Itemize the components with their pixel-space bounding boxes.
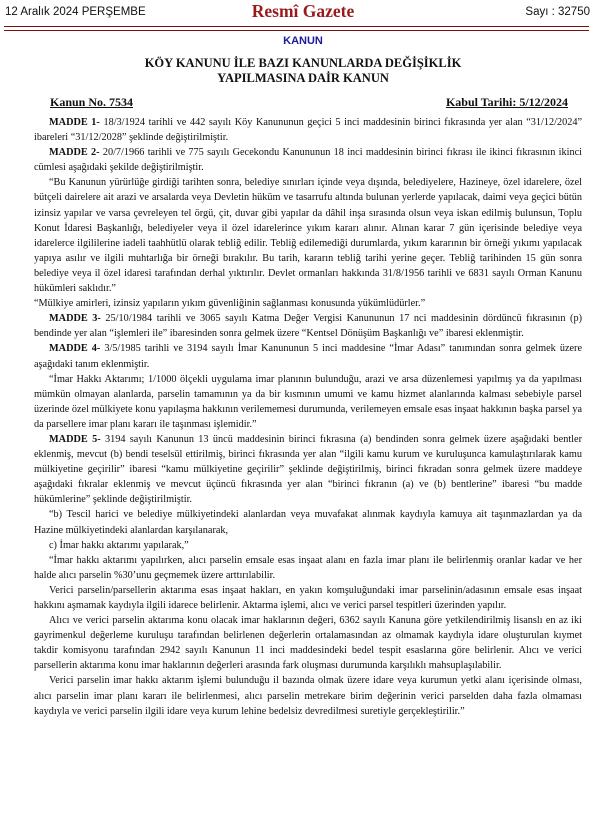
article-label: MADDE 2- — [49, 147, 100, 159]
paragraph-text: “İmar hakkı aktarımı yapılırken, alıcı parselin emsale esas inşaat alanı en fazla imar planı ile belirlenmiş oranlar kadar ve her halde alıcı parselin %30’unu geçmemek üzere arttırılabilir. — [34, 554, 582, 581]
gazette-title: Resmî Gazete — [251, 1, 355, 21]
paragraph-text: 25/10/1984 tarihli ve 3065 sayılı Katma Değer Vergisi Kanununun 17 nci maddesinin dördüncü fıkrasının (p) bendinde yer alan “işlemleri ile” ibaresinden sonra gelmek üzere “Kentsel Dönüşüm Başkanlığı ve” ibaresi eklenmiştir. — [34, 313, 582, 340]
law-paragraph — [34, 553, 582, 583]
law-paragraph — [34, 341, 582, 371]
paragraph-text: Alıcı ve verici parselin aktarıma konu olacak imar haklarının değeri, 6362 sayılı Kanuna göre yetkilendirilmiş lisanslı en az iki gayrimenkul değerleme kuruluşu tarafından belirlenen değerlerin ortalamasından az olmamak kaydıyla idare oluşturulan kıymet takdir komisyonu tarafından 2942 sayılı Kanunun 11 inci maddesindeki bedel tespit esaslarına göre belirlenir. Alıcı ve verici parsellerin aktarıma konu imar haklarının değerleri arasında fark oluşması durumunda karşılıklı mahsuplaşılabilir. — [34, 615, 582, 672]
law-paragraph — [34, 145, 582, 175]
issue-number: Sayı : 32750 — [525, 6, 590, 18]
paragraph-text: 20/7/1966 tarihli ve 775 sayılı Gecekondu Kanununun 18 inci maddesinin birinci fıkrası ile ikinci fıkrasının ikinci cümlesi aşağıdaki şekilde değiştirilmiştir. — [34, 147, 582, 174]
law-paragraph — [34, 115, 582, 145]
law-paragraph — [34, 538, 582, 553]
article-label: MADDE 4- — [49, 343, 101, 355]
law-title — [0, 56, 606, 86]
law-body — [34, 115, 582, 719]
paragraph-text: “Bu Kanunun yürürlüğe girdiği tarihten sonra, belediye sınırları içinde veya dışında, belediyelere, Hazineye, özel idarelere, özel bütçeli dairelere ait arazi ve arsalarda veya Devletin hüküm ve tasarrufu altında bulunan yerlerde yapılacak, daimi veya geçici bütün izinsiz yapılar ve varsa çevreleyen tel örgü, çit, duvar gibi yapılar da dâhil inşa sırasında olsun veya iskan edilmiş bulunsun, Toplu Konut İdaresi Başkanlığı, belediyeler veya il özel idarelerince yıkım kararı alınır. Alınan karar 7 gün içerisinde belediye veya idarelerce ilgililerine iadeli taahhütlü olarak tebliğ edilir. Tebliğ edilemediği durumlarda, yıkım kararının bir örneği yıkımı yapılacak yapıya asılır ve ilgili muhtarlığa bir örneği bırakılır. Bu tarih, kararın tebliğ tarihi yerine geçer. Tebliğ tarihinden 15 gün sonra belediye veya il özel idaresi tarafından derhal yıktırılır. Devlet ormanları hakkında 31/8/1956 tarihli ve 6831 sayılı Orman Kanunu hükümleri saklıdır.” — [34, 177, 582, 295]
paragraph-text: 3194 sayılı Kanunun 13 üncü maddesinin birinci fıkrasına (a) bendinden sonra gelmek üzere aşağıdaki bentler eklenmiş, mevcut (b) bendi teselsül ettirilmiş, birinci fıkrasında yer alan “ilgili kamu kurum ve kuruluşunca kamulaştırılarak kamu mülkiyetine geçirilir” ibaresi “kamu mülkiyetine geçirilir” şeklinde değiştirilmiş, birinci fıkradan sonra gelmek üzere maddeye aşağıdaki fıkralar eklenmiş ve mevcut üçüncü fıkrasında yer alan “birinci fıkranın (a) ve (b) bentlerine” ibaresi “bu madde hükümlerine” şeklinde değiştirilmiştir. — [34, 433, 582, 506]
article-label: MADDE 1- — [49, 117, 100, 128]
paragraph-text: “İmar Hakkı Aktarımı; 1/1000 ölçekli uygulama imar planının bulunduğu, arazi ve arsa düzenlemesi yapılmış ya da yapılması mümkün olmayan alanlarda, parselin tamamının ya da bir kısmının umumi ve kamu hizmet alanlarında kalması sebebiyle parsel üzerinde özel mülkiyete konu yapılaşma hakkının verilememesi durumunda, verilemeyen emsale esas inşaat hakkının başka parsel ya da parsellere imar planı kararı ile taşınması işlemidir.” — [34, 373, 582, 430]
paragraph-text: Verici parselin imar hakkı aktarım işlemi bulunduğu il bazında olmak üzere idare veya kurumun yetki alanı içerisinde olması, alıcı parselin imar planı kararı ile belirlenmesi, alıcı parselin metrekare birim değerinin verici parselden daha fazla olmaması kaydıyla ve verici parselin ilgili idare veya kurum lehine bedelsiz devredilmesi suretiyle gerçekleştirilir.” — [34, 675, 582, 717]
paragraph-text: c) İmar hakkı aktarımı yapılarak,” — [49, 539, 189, 551]
law-title-line-2: YAPILMASINA DAİR KANUN — [217, 71, 389, 85]
acceptance-date: Kabul Tarihi: 5/12/2024 — [445, 95, 568, 109]
law-paragraph — [34, 175, 582, 296]
article-label: MADDE 3- — [49, 313, 101, 325]
law-title-line-1: KÖY KANUNU İLE BAZI KANUNLARDA DEĞİŞİKLİK — [144, 56, 462, 70]
law-paragraph — [34, 372, 582, 432]
issue-date: 12 Aralık 2024 PERŞEMBE — [5, 6, 146, 18]
paragraph-text: 18/3/1924 tarihli ve 442 sayılı Köy Kanununun geçici 5 inci maddesinin birinci fıkrasında yer alan “31/12/2024” ibareleri “31/12/2028” şeklinde değiştirilmiştir. — [34, 117, 582, 144]
section-label: KANUN — [283, 35, 323, 47]
paragraph-text: “b) Tescil harici ve belediye mülkiyetindeki alanlardan veya muvafakat alınmak kaydıyla kamuya ait taşınmazlardan ya da Hazine mülkiyetindeki alanlardan karşılanarak, — [34, 509, 582, 536]
law-paragraph — [34, 432, 582, 507]
page-header — [0, 0, 606, 30]
law-paragraph — [34, 673, 582, 718]
law-paragraph — [34, 507, 582, 537]
law-paragraph — [34, 311, 582, 341]
law-number: Kanun No. 7534 — [50, 95, 134, 109]
law-paragraph — [34, 583, 582, 613]
law-paragraph — [34, 613, 582, 673]
law-paragraph — [34, 296, 582, 311]
header-divider — [4, 26, 589, 31]
paragraph-text: “Mülkiye amirleri, izinsiz yapıların yıkım güvenliğinin sağlanması konusunda yükümlüdürler.” — [34, 298, 426, 310]
paragraph-text: 3/5/1985 tarihli ve 3194 sayılı İmar Kanununun 5 inci maddesine “İmar Adası” tanımından sonra gelmek üzere aşağıdaki tanım eklenmiştir. — [34, 343, 583, 370]
article-label: MADDE 5- — [49, 433, 101, 445]
paragraph-text: Verici parselin/parsellerin aktarıma esas inşaat hakları, en yakın komşuluğundaki imar parselinin/adasının emsale esas inşaat hakkını aşmamak kaydıyla ilgili idarece belirlenir. Aktarma işlemi, alıcı ve verici parsel tespitleri üzerinden yapılır. — [34, 584, 582, 611]
